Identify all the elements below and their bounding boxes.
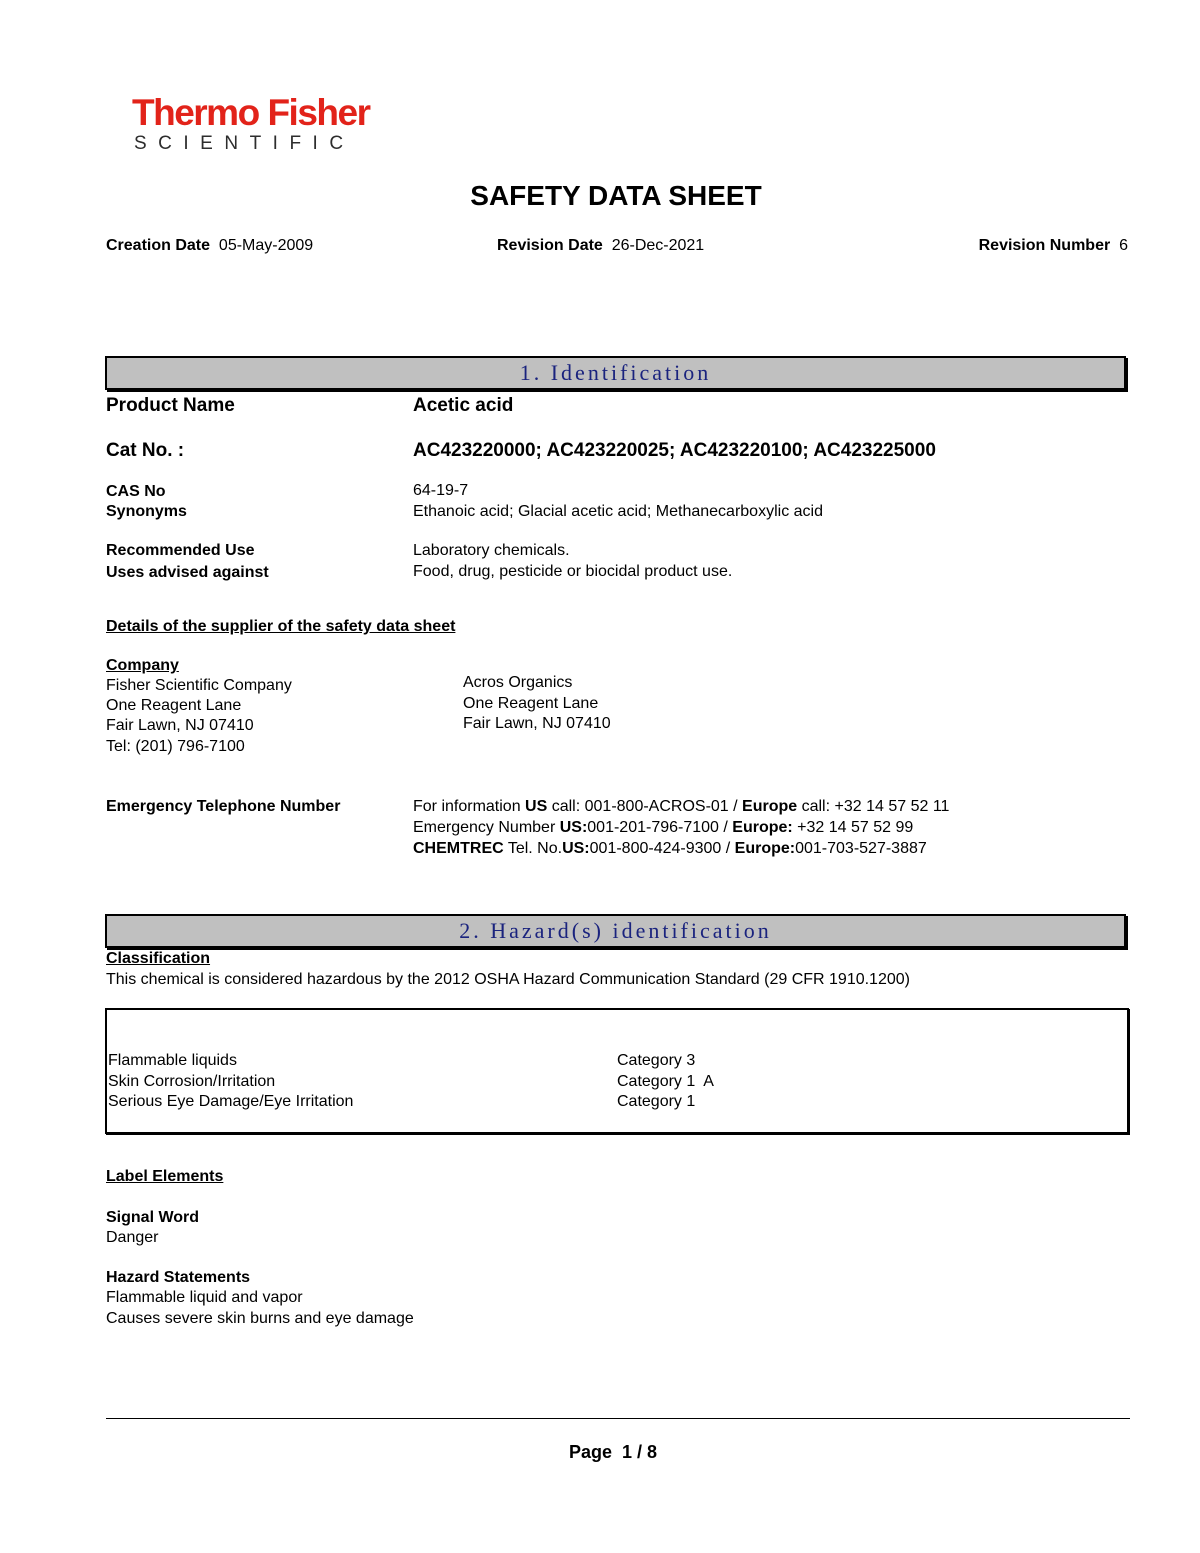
revision-number xyxy=(979,237,1128,255)
hazard-category: Category 1 A xyxy=(617,1073,714,1090)
text: call: 001-800-ACROS-01 / xyxy=(547,798,743,815)
hazard-name: Flammable liquids xyxy=(108,1052,237,1069)
company-line: Fisher Scientific Company xyxy=(106,677,292,694)
recommended-use-value: Laboratory chemicals. xyxy=(413,542,570,559)
cat-no-value: AC423220000; AC423220025; AC423220100; AC423225000 xyxy=(413,440,936,461)
text: For information xyxy=(413,798,526,815)
company-label: Company xyxy=(106,657,179,674)
acros-line: One Reagent Lane xyxy=(463,695,599,712)
text: Tel. No. xyxy=(503,840,563,857)
text: +32 14 57 52 99 xyxy=(792,819,914,836)
cas-label: CAS No xyxy=(106,483,166,500)
creation-date xyxy=(106,237,313,255)
signal-word-value: Danger xyxy=(106,1229,159,1246)
thermo-fisher-logo: Thermo Fisher xyxy=(132,92,370,133)
company-line: One Reagent Lane xyxy=(106,697,242,714)
text: Europe xyxy=(742,798,798,815)
hazard-statement: Causes severe skin burns and eye damage xyxy=(106,1310,414,1327)
emergency-line-1 xyxy=(413,798,949,816)
revision-date xyxy=(497,237,704,255)
text: Europe: xyxy=(732,819,793,836)
section-1-heading: 1. Identification xyxy=(105,356,1126,390)
hazard-statements-label: Hazard Statements xyxy=(106,1269,251,1286)
emergency-line-2 xyxy=(413,819,913,837)
text: US: xyxy=(559,819,588,836)
company-line: Tel: (201) 796-7100 xyxy=(106,738,245,755)
text: 001-703-527-3887 xyxy=(795,840,927,857)
text: 001-800-424-9300 / xyxy=(589,840,735,857)
hazard-category: Category 3 xyxy=(617,1052,696,1069)
text: CHEMTREC xyxy=(413,840,504,857)
recommended-use-label: Recommended Use xyxy=(106,542,255,559)
company-line: Fair Lawn, NJ 07410 xyxy=(106,717,254,734)
acros-line: Acros Organics xyxy=(463,674,573,691)
classification-text: This chemical is considered hazardous by the 2012 OSHA Hazard Communication Standard (29 CFR 1910.1200) xyxy=(106,971,910,988)
hazard-name: Skin Corrosion/Irritation xyxy=(108,1073,276,1090)
text: Europe: xyxy=(734,840,796,857)
label-elements-heading: Label Elements xyxy=(106,1168,224,1185)
text: US xyxy=(525,798,548,815)
footer-divider xyxy=(106,1418,1130,1419)
revision-date-value: 26-Dec-2021 xyxy=(611,237,705,254)
product-name-label: Product Name xyxy=(106,395,235,416)
section-2-heading: 2. Hazard(s) identification xyxy=(105,914,1126,948)
document-title: SAFETY DATA SHEET xyxy=(470,180,762,211)
uses-against-label: Uses advised against xyxy=(106,564,269,581)
signal-word-label: Signal Word xyxy=(106,1209,200,1226)
hazard-category: Category 1 xyxy=(617,1093,696,1110)
product-name-value: Acetic acid xyxy=(413,395,514,416)
revision-number-value: 6 xyxy=(1119,237,1128,254)
supplier-heading: Details of the supplier of the safety data sheet xyxy=(106,618,456,635)
text: call: +32 14 57 52 11 xyxy=(797,798,950,815)
classification-label: Classification xyxy=(106,950,211,967)
revision-date-label: Revision Date xyxy=(497,237,603,254)
synonyms-label: Synonyms xyxy=(106,503,187,520)
acros-line: Fair Lawn, NJ 07410 xyxy=(463,715,611,732)
creation-date-value: 05-May-2009 xyxy=(218,237,314,254)
text: 001-201-796-7100 / xyxy=(587,819,733,836)
emergency-label: Emergency Telephone Number xyxy=(106,798,341,815)
text: US: xyxy=(562,840,590,857)
page-number: Page 1 / 8 xyxy=(569,1442,658,1462)
hazard-name: Serious Eye Damage/Eye Irritation xyxy=(108,1093,354,1110)
hazard-statement: Flammable liquid and vapor xyxy=(106,1289,303,1306)
scientific-logo-text: SCIENTIFIC xyxy=(134,133,355,154)
cas-value: 64-19-7 xyxy=(413,482,469,499)
revision-number-label: Revision Number xyxy=(978,237,1111,254)
hazard-classification-box xyxy=(105,1008,1129,1134)
cat-no-label: Cat No. : xyxy=(106,440,185,461)
uses-against-value: Food, drug, pesticide or biocidal product use. xyxy=(413,563,733,580)
synonyms-value: Ethanoic acid; Glacial acetic acid; Methanecarboxylic acid xyxy=(413,503,823,520)
creation-date-label: Creation Date xyxy=(106,237,211,254)
emergency-line-3 xyxy=(413,840,927,858)
text: Emergency Number xyxy=(413,819,560,836)
